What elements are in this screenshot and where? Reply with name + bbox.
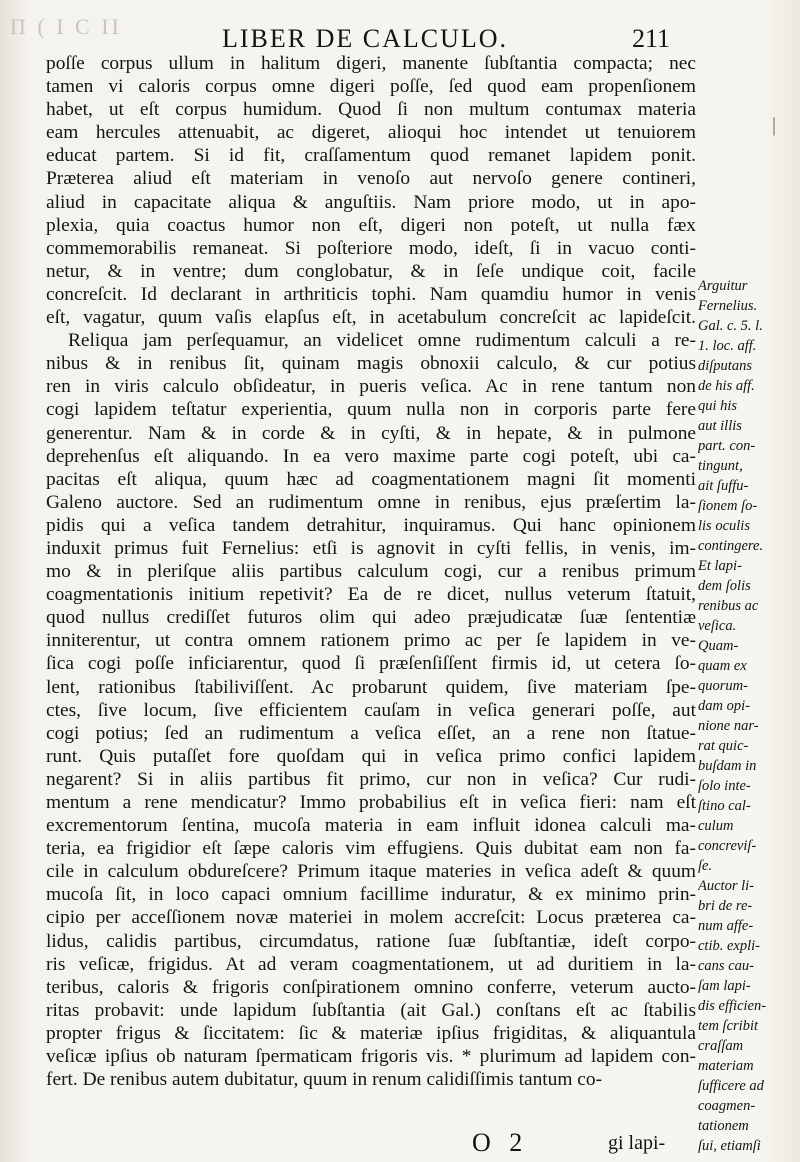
text-line: teribus, caloris & frigoris conſpirationem omnino conferre, veterum aucto-: [46, 976, 696, 998]
text-line: cogi lapidem teſtatur experientia, quum nulla non in corporis parte fere: [46, 399, 696, 421]
marginal-note-line: num affe-: [698, 918, 754, 934]
text-line: teria, ea frigidior eſt ſæpe caloris vim effugiens. Quis dubitat eam non fa-: [46, 838, 696, 860]
text-line: fert. De renibus autem dubitatur, quum in renum calidiſſimis tantum co-: [46, 1069, 603, 1091]
text-line: ris veſicæ, frigidus. At ad veram coagmentationem, ut ad duritiem in la-: [46, 953, 696, 975]
marginal-note-line: quorum-: [698, 678, 748, 694]
text-line: generentur. Nam & in corde & in cyſti, & in hepate, & in pulmone: [46, 422, 696, 444]
page-footer: [0, 1128, 800, 1158]
text-line: inniterentur, ut contra omnem rationem primo ac per ſe lapidem in ve-: [46, 630, 696, 652]
text-line: eſt, vagatur, quum vaſis elapſus eſt, in acetabulum concreſcit ac lapideſcit.: [46, 307, 696, 329]
text-line: tamen vi caloris corpus omne digeri poſſe, ſed quod eam propenſionem: [46, 76, 696, 98]
text-line: aliud in capacitate aliqua & anguſtiis. Nam priore modo, ut in apo-: [46, 191, 696, 213]
text-line: deprehenſus eſt aliquando. In ea vero maxime parte cogi poteſt, ubi ca-: [46, 445, 696, 467]
text-line: mucoſa ſit, in loco capaci omnium facillime induratur, & ex minimo prin-: [46, 884, 696, 906]
marginal-note-line: aut illis: [698, 418, 742, 434]
text-line: lidus, calidis partibus, circumdatus, ratione ſuæ ſubſtantiæ, ideſt corpo-: [46, 930, 696, 952]
marginal-note-line: 1. loc. aff.: [698, 338, 757, 354]
text-line: induxit primus fuit Fernelius: etſi is agnovit in cyſti fellis, in venis, im-: [46, 537, 696, 559]
marginal-note-line: ſufficere ad: [698, 1078, 764, 1094]
text-line: Galeno auctore. Sed an rudimentum omne in renibus, ejus præſertim la-: [46, 491, 696, 513]
marginal-note-line: ſam lapi-: [698, 978, 751, 994]
marginal-note-line: ſionem ſo-: [698, 498, 758, 514]
text-line: quod nullus crediſſet futuros olim qui adeo præjudicatæ ſuæ ſententiæ: [46, 607, 696, 629]
text-line: coagmentationis initium repetivit? Ea de re dicet, nullus veterum ſtatuit,: [46, 584, 696, 606]
marginal-note-line: qui his: [698, 398, 738, 414]
marginal-note-line: dam opi-: [698, 698, 750, 714]
text-line: runt. Quis putaſſet fore quoſdam qui in veſica primo confici lapidem: [46, 745, 696, 767]
text-line: netur, & in ventre; dum conglobatur, & in ſeſe undique coit, facile: [46, 260, 696, 282]
text-line: eam hercules attenuabit, ac digeret, alioqui hoc intendet ut tenuiorem: [46, 122, 696, 144]
text-line: habet, ut eſt corpus humidum. Quod ſi non multum contumax materia: [46, 99, 696, 121]
text-line: mentum a rene mendicatur? Immo probabilius eſt in veſica fieri: nam eſt: [46, 792, 696, 813]
page-header: [0, 22, 800, 56]
stray-mark: |: [772, 114, 777, 136]
marginal-note-line: tem ſcribit: [698, 1018, 759, 1034]
marginal-note-line: ctib. expli-: [698, 938, 761, 954]
marginal-note-line: de his aff.: [698, 378, 755, 394]
marginal-note-line: Et lapi-: [698, 558, 742, 574]
running-head: LIBER DE CALCULO.: [222, 24, 509, 53]
text-line: Præterea aliud eſt materiam in venoſo aut nervoſo genere contineri,: [46, 168, 696, 190]
text-line: cile in calculum obdureſcere? Primum itaque materies in veſica adeſt & quum: [46, 861, 696, 883]
text-line: negarent? Si in aliis partibus fit primo, cur non in veſica? Cur rudi-: [46, 768, 696, 790]
marginal-note-line: ſe.: [698, 858, 713, 874]
marginal-note-line: diſputans: [698, 358, 752, 374]
marginal-note-line: Auctor li-: [698, 878, 754, 894]
marginal-note-line: culum: [698, 818, 734, 834]
marginal-note-line: contingere.: [698, 538, 764, 554]
marginal-note-line: Arguitur: [698, 278, 748, 294]
text-line: ſica cogi poſſe inficiarentur, quod ſi præſenſiſſent firmis id, ut cetera ſo-: [46, 653, 696, 675]
text-line: mo & in pleriſque aliis partibus calculum cogi, cur a renibus primum: [46, 561, 696, 583]
marginal-note-line: ait ſuffu-: [698, 478, 749, 494]
marginal-note-line: ſui, etiamſi: [698, 1138, 761, 1154]
marginal-note-line: quam ex: [698, 658, 747, 674]
catchword: gi lapi-: [608, 1132, 666, 1154]
marginal-note-line: cans cau-: [698, 958, 754, 974]
signature-mark: O 2: [472, 1128, 529, 1157]
text-line: ctes, ſive locum, ſive efficientem cauſam in veſica generari poſſe, aut: [46, 699, 696, 721]
marginal-note-line: coagmen-: [698, 1098, 756, 1114]
text-line: propter frigus & ſiccitatem: ſic & materiæ ipſius frigiditas, & aliquantula: [46, 1022, 696, 1044]
text-line: veſicæ ipſius ob naturam ſpermaticam frigoris vis. * plurimum ad lapidem con-: [46, 1046, 696, 1068]
text-line: cipio per acceſſionem novæ materiei in molem accreſcit: Locus præterea ca-: [46, 907, 696, 929]
text-line: concreſcit. Id declarant in arthriticis tophi. Nam quamdiu humor in venis: [46, 283, 696, 305]
marginal-note-line: rat quic-: [698, 738, 749, 754]
marginal-note-line: materiam: [698, 1058, 754, 1074]
marginal-note-line: part. con-: [698, 438, 756, 454]
text-line: ren in viris calculo obſideatur, in pueris veſica. Ac in rene tantum non: [46, 376, 696, 398]
marginal-note-line: nione nar-: [698, 718, 759, 734]
text-line: pacitas eſt aliqua, quum hæc ad coagmentationem magni ſit momenti: [46, 468, 696, 490]
marginal-note-line: veſica.: [698, 618, 737, 634]
text-line: pidis qui a veſica tandem detrahitur, inquiramus. Qui hanc opinionem: [46, 514, 696, 536]
body-text: [46, 52, 696, 1091]
marginal-note-line: dis efficien-: [698, 998, 767, 1014]
marginal-note-line: ſtino cal-: [698, 798, 751, 814]
marginal-note-line: Gal. c. 5. l.: [698, 318, 763, 334]
text-line: Reliqua jam perſequamur, an videlicet omne rudimentum calculi a re-: [68, 330, 696, 352]
marginal-note-line: tingunt,: [698, 458, 743, 474]
marginal-note-line: craſſam: [698, 1038, 744, 1054]
text-line: nibus & in renibus ſit, quinam magis obnoxii calculo, & cur potius: [46, 353, 696, 375]
text-line: educat partem. Si id fit, craſſamentum quod remanet lapidem ponit.: [46, 145, 696, 167]
text-line: cogi potius; ſed an rudimentum a veſica eſſet, an a rene non ſtatue-: [46, 722, 696, 744]
text-line: plexia, quia coactus humor non eſt, digeri non poteſt, ut nulla fæx: [46, 214, 696, 236]
page-number: 211: [632, 24, 671, 53]
text-line: poſſe corpus ullum in halitum digeri, manente ſubſtantia compacta; nec: [46, 53, 696, 74]
text-line: ritas probavit: unde lapidum ſubſtantia (ait Gal.) conſtans eſt ac ſtabilis: [46, 999, 696, 1021]
bleed-through-text: Π ( I C ΙΙ: [10, 14, 122, 39]
marginal-note-line: concreviſ-: [698, 838, 757, 854]
marginal-note-line: lis oculis: [698, 518, 750, 534]
marginal-note-line: dem ſolis: [698, 578, 751, 594]
marginal-note-line: renibus ac: [698, 598, 759, 614]
marginal-note-line: Quam-: [698, 638, 739, 654]
margin-notes: [698, 276, 798, 1156]
marginal-note-line: ſolo inte-: [698, 778, 751, 794]
marginal-note-line: bri de re-: [698, 898, 753, 914]
text-line: excrementorum ſentina, mucoſa materia in eam influit idonea calculi ma-: [46, 815, 696, 837]
marginal-note-line: Fernelius.: [698, 298, 758, 314]
marginal-note-line: buſdam in: [698, 758, 757, 774]
text-line: lent, rationibus ſtabiliviſſent. Ac probarunt quidem, ſive materiam ſpe-: [46, 676, 696, 698]
marginal-note-line: tationem: [698, 1118, 749, 1134]
text-line: commemorabilis remaneat. Si poſteriore modo, ideſt, ſi in vacuo conti-: [46, 237, 696, 259]
